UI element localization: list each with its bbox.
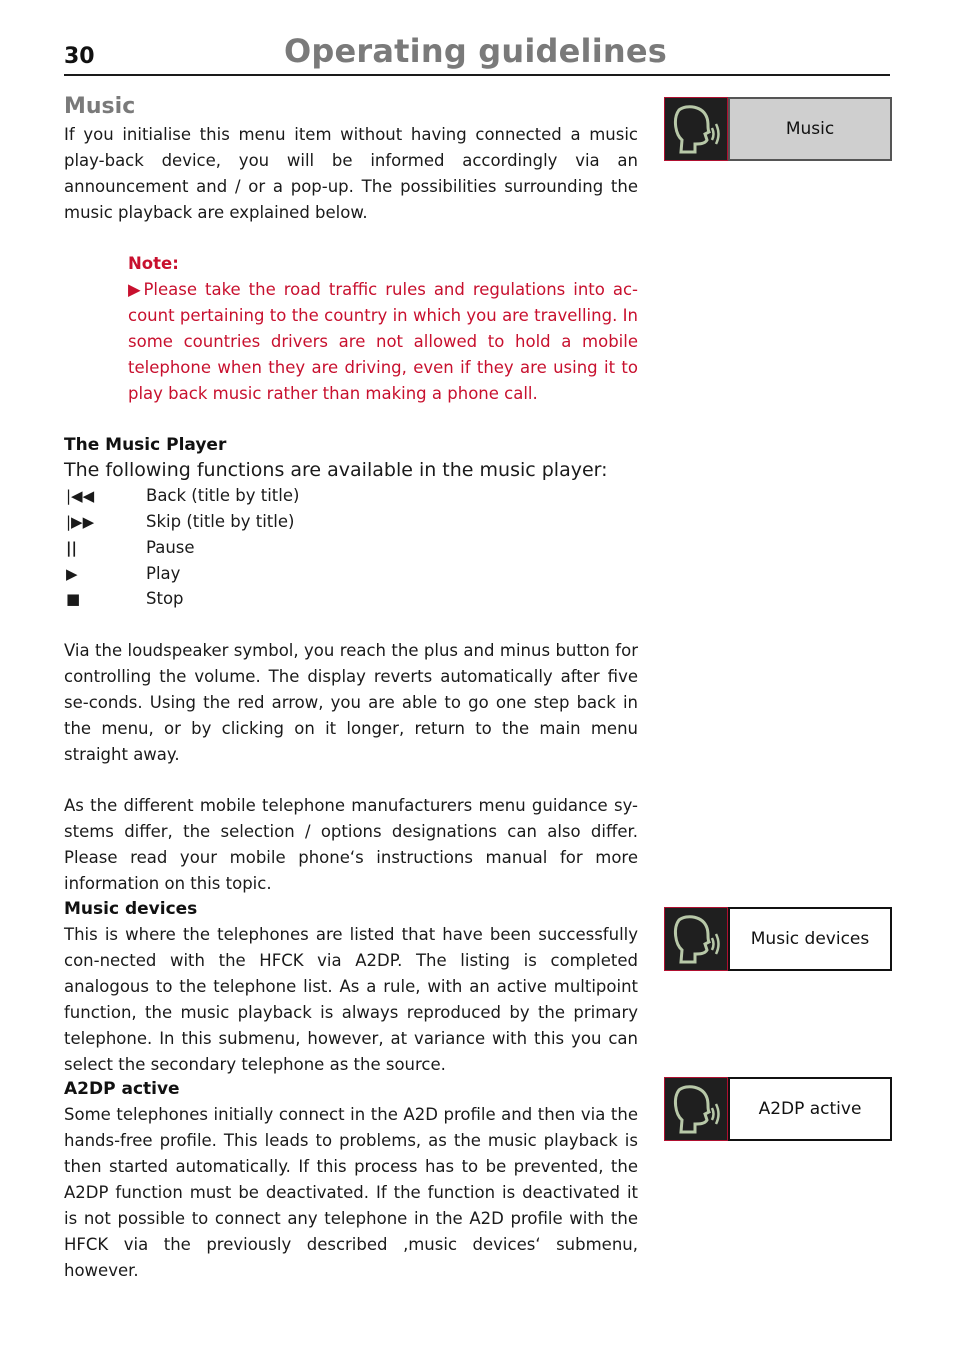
music-heading: Music xyxy=(64,94,136,119)
music-devices-widget[interactable] xyxy=(664,907,890,971)
function-row-play xyxy=(64,561,638,587)
function-row-pause xyxy=(64,535,638,561)
music-menu-label: Music xyxy=(728,97,892,161)
note-text: ▶Please take the road traffic rules and regulations into ac-count pertaining to the country in which you are travelling. In some countries drivers are not allowed to hold a mobile telephone when they are driving, even if they are using it to play back music rather than making a phone call. xyxy=(128,280,638,403)
page-header xyxy=(64,30,890,76)
player-para-volume: Via the loudspeaker symbol, you reach the plus and minus button for controlling the volume. The display reverts automatically after five se-conds. Using the red arrow, you are able to go one step back in the menu, or by clicking on it longer, return to the main menu straight away. xyxy=(64,641,638,764)
function-label: Pause xyxy=(146,538,195,557)
devices-heading: Music devices xyxy=(64,899,198,919)
a2dp-active-widget[interactable] xyxy=(664,1077,890,1141)
page-title: Operating guidelines xyxy=(284,32,668,70)
music-section xyxy=(64,94,638,120)
voice-head-icon xyxy=(664,907,728,971)
player-para-manufacturers: As the different mobile telephone manufacturers menu guidance sy-stems differ, the selection / options designations can also differ. Please read your mobile phone‘s instructions manual for more information on this topic. xyxy=(64,796,638,893)
function-label: Play xyxy=(146,564,181,583)
music-menu-widget[interactable] xyxy=(664,97,890,161)
page-number: 30 xyxy=(64,44,95,69)
skip-back-icon: |◀◀ xyxy=(66,487,95,505)
function-row-skip xyxy=(64,509,638,535)
voice-head-icon xyxy=(664,97,728,161)
a2dp-text: Some telephones initially connect in the A2D profile and then via the hands-free profile. This leads to problems, as the music playback is then started automatically. If this process has to be prevented, the A2DP function must be deactivated. If the function is deactivated it is not possible to connect any telephone in the A2D profile with the HFCK via the previously described ‚music devices‘ submenu, however. xyxy=(64,1105,638,1280)
skip-forward-icon: |▶▶ xyxy=(66,513,95,531)
function-row-stop xyxy=(64,586,638,612)
play-icon: ▶ xyxy=(66,565,78,583)
a2dp-active-label: A2DP active xyxy=(728,1077,892,1141)
voice-head-icon xyxy=(664,1077,728,1141)
music-intro: If you initialise this menu item without having connected a music play-back device, you will be informed accordingly via an announcement and / or a pop-up. The possibilities surrounding the music playback are explained below. xyxy=(64,125,638,222)
function-label: Skip (title by title) xyxy=(146,512,295,531)
player-heading: The Music Player xyxy=(64,435,227,455)
function-label: Back (title by title) xyxy=(146,486,300,505)
a2dp-heading: A2DP active xyxy=(64,1079,180,1099)
devices-text: This is where the telephones are listed that have been successfully con-nected with the HFCK via A2DP. The listing is completed analogous to the telephone list. As a rule, with an active multipoint function, the music playback is always reproduced by the primary telephone. In this submenu, however, at variance with this you can select the secondary telephone as the source. xyxy=(64,925,638,1074)
note-block xyxy=(128,251,638,407)
function-row-back xyxy=(64,483,638,509)
player-lead: The following functions are available in the music player: xyxy=(64,459,608,481)
pause-icon: || xyxy=(66,539,77,557)
music-devices-label: Music devices xyxy=(728,907,892,971)
stop-icon: ■ xyxy=(66,590,81,608)
function-label: Stop xyxy=(146,589,184,608)
note-title: Note: xyxy=(128,254,179,273)
